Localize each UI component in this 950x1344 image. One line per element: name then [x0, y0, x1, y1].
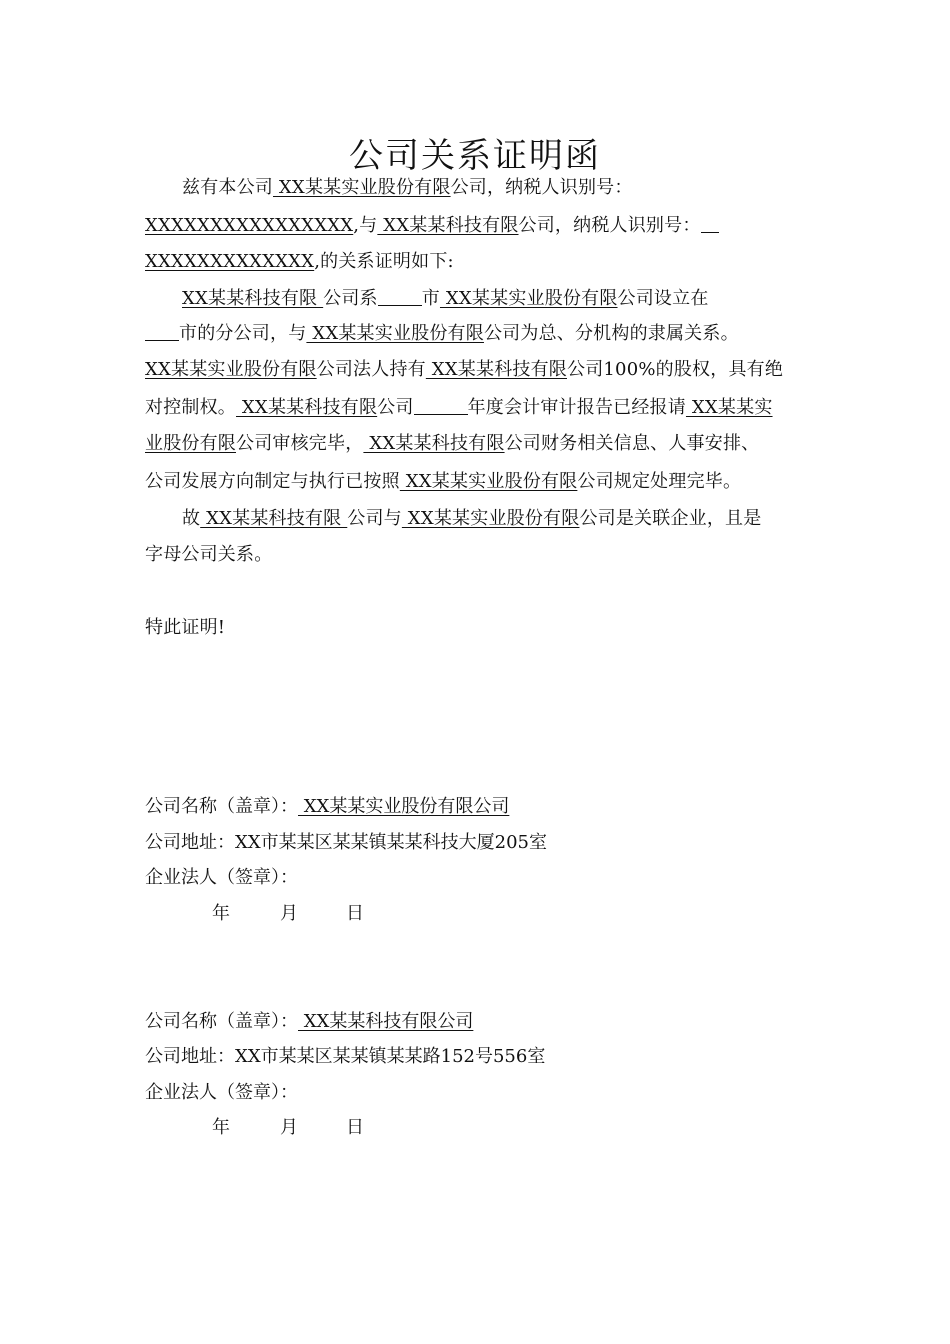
- sig2-day-label: 日: [346, 1117, 364, 1138]
- blank-city-1: [378, 287, 422, 306]
- sig1-year-label: 年: [212, 903, 230, 924]
- sig1-name-line: 公司名称（盖章）： XX某某实业股份有限公司: [145, 796, 510, 817]
- sig2-legal-rep: 企业法人（签章）：: [145, 1082, 298, 1103]
- sig1-company-name: XX某某实业股份有限公司: [298, 796, 510, 817]
- sig1-legal-rep: 企业法人（签章）：: [145, 867, 298, 888]
- closing-text: 特此证明!: [145, 617, 226, 638]
- sig2-address: 公司地址：XX市某某区某某镇某某路152号556室: [145, 1046, 546, 1067]
- sig1-month-label: 月: [280, 903, 298, 924]
- paragraph-2-line-6: 公司发展方向制定与执行已按照 XX某某实业股份有限公司规定处理完毕。: [145, 471, 742, 492]
- sig1-day-label: 日: [346, 903, 364, 924]
- blank-year: [414, 396, 468, 415]
- document-title: 公司关系证明函: [349, 136, 601, 176]
- paragraph-1-line-1: 兹有本公司 XX某某实业股份有限公司，纳税人识别号：: [182, 177, 633, 198]
- sig2-company-name: XX某某科技有限公司: [298, 1011, 474, 1032]
- sig1-address: 公司地址：XX市某某区某某镇某某科技大厦205室: [145, 832, 547, 853]
- paragraph-1-line-2: XXXXXXXXXXXXXXXX,与 XX某某科技有限公司，纳税人识别号：: [145, 214, 719, 238]
- blank-line: [701, 214, 719, 233]
- paragraph-3-line-1: 故 XX某某科技有限 公司与 XX某某实业股份有限公司是关联企业，且是: [182, 508, 762, 529]
- paragraph-2-line-3: XX某某实业股份有限公司法人持有 XX某某科技有限公司100%的股权，具有绝: [145, 359, 784, 380]
- sig2-name-line: 公司名称（盖章）： XX某某科技有限公司: [145, 1011, 474, 1032]
- tax-id-1: XXXXXXXXXXXXXXXX: [145, 215, 354, 236]
- sig2-year-label: 年: [212, 1117, 230, 1138]
- paragraph-2-line-2: 市的分公司，与 XX某某实业股份有限公司为总、分机构的隶属关系。: [145, 322, 739, 346]
- paragraph-2-line-4: 对控制权。 XX某某科技有限公司 年度会计审计报告已经报请 XX某某实: [145, 397, 773, 418]
- blank-city-2: [145, 322, 179, 341]
- paragraph-3-line-2: 字母公司关系。: [145, 544, 273, 565]
- paragraph-2-line-5: 业股份有限公司审核完毕， XX某某科技有限公司财务相关信息、人事安排、: [145, 433, 760, 454]
- paragraph-1-line-3: XXXXXXXXXXXXX,的关系证明如下:: [145, 251, 454, 272]
- company-name-2: XX某某科技有限: [377, 215, 519, 236]
- tax-id-2: XXXXXXXXXXXXX: [145, 251, 315, 272]
- company-name-1: XX某某实业股份有限: [273, 177, 451, 198]
- sig2-month-label: 月: [280, 1117, 298, 1138]
- paragraph-2-line-1: XX某某科技有限 公司系 市 XX某某实业股份有限公司设立在: [182, 288, 709, 309]
